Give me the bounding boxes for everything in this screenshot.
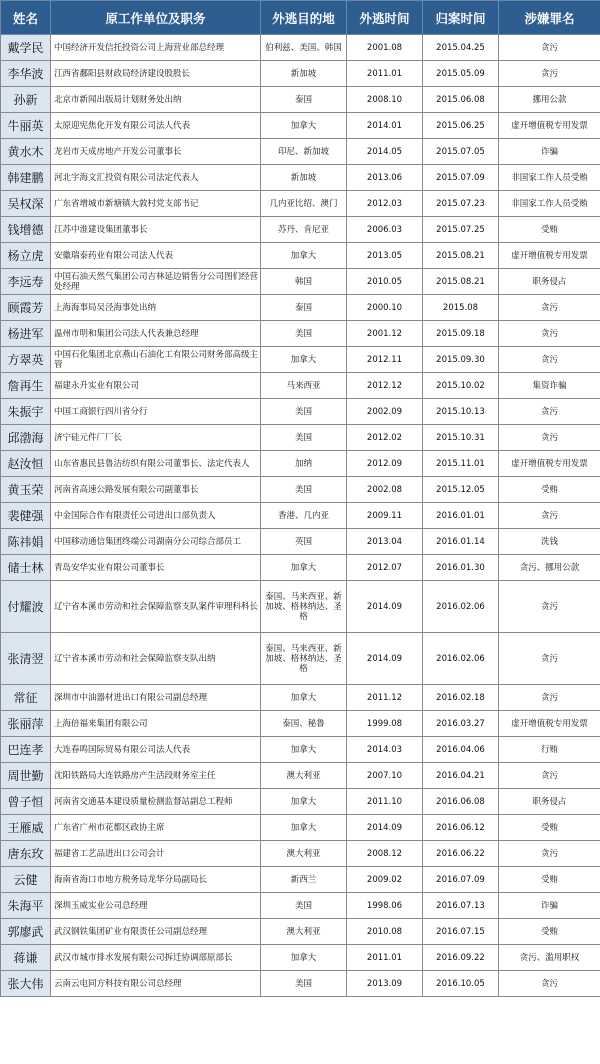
cell-name: 付耀波 [1, 581, 51, 633]
table-row [1, 87, 600, 113]
cell-destination: 印尼、新加坡 [261, 139, 347, 165]
cell-flee-time: 1998.06 [347, 893, 423, 919]
cell-unit: 上海倍福来集团有限公司 [51, 711, 261, 737]
cell-file-time: 2015.09.18 [423, 321, 499, 347]
cell-unit: 中国经济开发信托投资公司上海营业部总经理 [51, 35, 261, 61]
cell-flee-time: 2014.09 [347, 633, 423, 685]
cell-flee-time: 2011.12 [347, 685, 423, 711]
cell-name: 张丽萍 [1, 711, 51, 737]
cell-destination: 泰国、马来西亚、新加坡、格林纳达、圣格 [261, 581, 347, 633]
cell-destination: 澳大利亚 [261, 841, 347, 867]
cell-crime: 虚开增值税专用发票 [499, 711, 600, 737]
cell-unit: 武汉市城市排水发展有限公司拆迁协调部原部长 [51, 945, 261, 971]
cell-unit: 中国石化集团北京燕山石油化工有限公司财务部高级主管 [51, 347, 261, 373]
cell-file-time: 2016.06.22 [423, 841, 499, 867]
cell-name: 牛丽英 [1, 113, 51, 139]
cell-crime: 贪污 [499, 61, 600, 87]
header-destination: 外逃目的地 [261, 1, 347, 35]
cell-crime: 贪污 [499, 633, 600, 685]
cell-file-time: 2015.08.21 [423, 269, 499, 295]
cell-destination: 英国 [261, 529, 347, 555]
table-row [1, 867, 600, 893]
cell-file-time: 2016.01.14 [423, 529, 499, 555]
cell-destination: 几内亚比绍、澳门 [261, 191, 347, 217]
cell-unit: 中国移动通信集团终端公司湖南分公司综合部员工 [51, 529, 261, 555]
cell-flee-time: 2013.05 [347, 243, 423, 269]
table-row [1, 633, 600, 685]
cell-file-time: 2016.02.06 [423, 581, 499, 633]
cell-unit: 福建省工艺品进出口公司会计 [51, 841, 261, 867]
cell-crime: 诈骗 [499, 139, 600, 165]
cell-unit: 龙岩市天成房地产开发公司董事长 [51, 139, 261, 165]
cell-crime: 虚开增值税专用发票 [499, 451, 600, 477]
cell-file-time: 2015.05.09 [423, 61, 499, 87]
table-row [1, 945, 600, 971]
cell-unit: 辽宁省本溪市劳动和社会保障监察支队案件审理科科长 [51, 581, 261, 633]
cell-file-time: 2015.08 [423, 295, 499, 321]
cell-unit: 沈阳铁路局大连铁路房产生活段财务室主任 [51, 763, 261, 789]
cell-unit: 海南省海口市地方税务局龙华分局副局长 [51, 867, 261, 893]
cell-crime: 受贿 [499, 217, 600, 243]
cell-flee-time: 2012.09 [347, 451, 423, 477]
cell-name: 黄玉荣 [1, 477, 51, 503]
cell-flee-time: 2013.04 [347, 529, 423, 555]
cell-name: 黄水木 [1, 139, 51, 165]
table-row [1, 815, 600, 841]
cell-destination: 澳大利亚 [261, 919, 347, 945]
cell-name: 赵汝恒 [1, 451, 51, 477]
cell-file-time: 2015.10.13 [423, 399, 499, 425]
table-row [1, 347, 600, 373]
cell-destination: 马来西亚 [261, 373, 347, 399]
cell-unit: 河南省交通基本建设质量检测监督站副总工程师 [51, 789, 261, 815]
cell-crime: 贪污、挪用公款 [499, 555, 600, 581]
table-row [1, 113, 600, 139]
header-crime: 涉嫌罪名 [499, 1, 600, 35]
cell-flee-time: 2001.12 [347, 321, 423, 347]
table-row [1, 295, 600, 321]
cell-destination: 泰国、马来西亚、新加坡、格林纳达、圣格 [261, 633, 347, 685]
cell-name: 曾子恒 [1, 789, 51, 815]
cell-destination: 新加坡 [261, 61, 347, 87]
cell-name: 朱振宇 [1, 399, 51, 425]
cell-crime: 虚开增值税专用发票 [499, 243, 600, 269]
cell-flee-time: 2012.02 [347, 425, 423, 451]
cell-crime: 职务侵占 [499, 789, 600, 815]
cell-crime: 洗钱 [499, 529, 600, 555]
cell-file-time: 2016.10.05 [423, 971, 499, 997]
cell-crime: 贪污 [499, 321, 600, 347]
cell-destination: 加拿大 [261, 347, 347, 373]
header-name: 姓名 [1, 1, 51, 35]
cell-unit: 中国石油天然气集团公司吉林延边销售分公司图们经营处经理 [51, 269, 261, 295]
cell-name: 郭廖武 [1, 919, 51, 945]
cell-flee-time: 2013.06 [347, 165, 423, 191]
cell-flee-time: 2009.11 [347, 503, 423, 529]
table-row [1, 451, 600, 477]
cell-unit: 山东省惠民县鲁洁纺织有限公司董事长、法定代表人 [51, 451, 261, 477]
cell-flee-time: 2014.03 [347, 737, 423, 763]
cell-flee-time: 2000.10 [347, 295, 423, 321]
cell-unit: 云南云电同方科技有限公司总经理 [51, 971, 261, 997]
cell-file-time: 2015.04.25 [423, 35, 499, 61]
cell-name: 张清翌 [1, 633, 51, 685]
cell-unit: 江西省鄱阳县财政局经济建设股股长 [51, 61, 261, 87]
cell-unit: 北京市新闻出版局计划财务处出纳 [51, 87, 261, 113]
cell-unit: 广东省广州市花都区政协主席 [51, 815, 261, 841]
cell-file-time: 2015.06.08 [423, 87, 499, 113]
cell-flee-time: 2009.02 [347, 867, 423, 893]
cell-destination: 澳大利亚 [261, 763, 347, 789]
cell-unit: 安徽瑞泰药业有限公司法人代表 [51, 243, 261, 269]
cell-unit: 深圳市中油器材进出口有限公司副总经理 [51, 685, 261, 711]
cell-destination: 加拿大 [261, 243, 347, 269]
table-row [1, 425, 600, 451]
cell-crime: 诈骗 [499, 893, 600, 919]
cell-unit: 河北宇海文汇投资有限公司法定代表人 [51, 165, 261, 191]
cell-flee-time: 2012.11 [347, 347, 423, 373]
table-row [1, 685, 600, 711]
cell-flee-time: 2002.09 [347, 399, 423, 425]
cell-file-time: 2016.01.01 [423, 503, 499, 529]
cell-flee-time: 2014.09 [347, 581, 423, 633]
cell-destination: 加拿大 [261, 789, 347, 815]
cell-unit: 济宁硅元件厂厂长 [51, 425, 261, 451]
cell-destination: 美国 [261, 321, 347, 347]
cell-name: 周世勤 [1, 763, 51, 789]
cell-name: 裴健强 [1, 503, 51, 529]
cell-crime: 虚开增值税专用发票 [499, 113, 600, 139]
table-row [1, 789, 600, 815]
cell-file-time: 2015.11.01 [423, 451, 499, 477]
cell-flee-time: 2013.09 [347, 971, 423, 997]
cell-crime: 受贿 [499, 919, 600, 945]
cell-flee-time: 2010.05 [347, 269, 423, 295]
cell-unit: 中国工商银行四川省分行 [51, 399, 261, 425]
header-row [1, 1, 600, 35]
table-row [1, 893, 600, 919]
cell-name: 张大伟 [1, 971, 51, 997]
cell-flee-time: 2008.12 [347, 841, 423, 867]
cell-file-time: 2015.06.25 [423, 113, 499, 139]
cell-crime: 贪污 [499, 841, 600, 867]
cell-destination: 伯利兹、美国、韩国 [261, 35, 347, 61]
cell-name: 邱渤海 [1, 425, 51, 451]
cell-name: 方翠英 [1, 347, 51, 373]
cell-destination: 香港、几内亚 [261, 503, 347, 529]
cell-unit: 江苏中淮建设集团董事长 [51, 217, 261, 243]
table-row [1, 165, 600, 191]
cell-destination: 新加坡 [261, 165, 347, 191]
table-row [1, 555, 600, 581]
cell-unit: 青岛安华实业有限公司董事长 [51, 555, 261, 581]
cell-crime: 受贿 [499, 867, 600, 893]
cell-destination: 美国 [261, 893, 347, 919]
table-row [1, 763, 600, 789]
cell-file-time: 2015.09.30 [423, 347, 499, 373]
cell-crime: 贪污 [499, 685, 600, 711]
cell-flee-time: 2014.09 [347, 815, 423, 841]
cell-file-time: 2016.02.18 [423, 685, 499, 711]
cell-name: 杨立虎 [1, 243, 51, 269]
cell-flee-time: 2011.01 [347, 945, 423, 971]
cell-file-time: 2016.03.27 [423, 711, 499, 737]
cell-destination: 美国 [261, 477, 347, 503]
cell-name: 王雁威 [1, 815, 51, 841]
cell-destination: 泰国 [261, 87, 347, 113]
table-row [1, 217, 600, 243]
cell-unit: 中金国际合作有限责任公司进出口部负责人 [51, 503, 261, 529]
cell-destination: 韩国 [261, 269, 347, 295]
cell-flee-time: 2014.01 [347, 113, 423, 139]
table-row [1, 919, 600, 945]
cell-file-time: 2016.01.30 [423, 555, 499, 581]
header-flee-time: 外逃时间 [347, 1, 423, 35]
cell-flee-time: 2011.10 [347, 789, 423, 815]
cell-name: 巴连孝 [1, 737, 51, 763]
cell-crime: 贪污 [499, 763, 600, 789]
cell-crime: 受贿 [499, 815, 600, 841]
cell-name: 朱海平 [1, 893, 51, 919]
table-row [1, 191, 600, 217]
cell-name: 吴权深 [1, 191, 51, 217]
cell-destination: 加拿大 [261, 815, 347, 841]
cell-destination: 加拿大 [261, 685, 347, 711]
cell-destination: 加纳 [261, 451, 347, 477]
cell-destination: 美国 [261, 425, 347, 451]
cell-destination: 泰国 [261, 295, 347, 321]
cell-unit: 广东省增城市新塘镇大敦村党支部书记 [51, 191, 261, 217]
table-row [1, 581, 600, 633]
cell-flee-time: 2007.10 [347, 763, 423, 789]
cell-name: 陈祎娟 [1, 529, 51, 555]
cell-name: 常征 [1, 685, 51, 711]
cell-name: 戴学民 [1, 35, 51, 61]
cell-destination: 加拿大 [261, 737, 347, 763]
cell-flee-time: 2014.05 [347, 139, 423, 165]
cell-crime: 贪污、滥用职权 [499, 945, 600, 971]
cell-destination: 美国 [261, 971, 347, 997]
cell-name: 蒋谦 [1, 945, 51, 971]
cell-file-time: 2016.06.12 [423, 815, 499, 841]
header-unit: 原工作单位及职务 [51, 1, 261, 35]
cell-crime: 职务侵占 [499, 269, 600, 295]
cell-file-time: 2016.07.15 [423, 919, 499, 945]
cell-flee-time: 2006.03 [347, 217, 423, 243]
cell-crime: 贪污 [499, 425, 600, 451]
cell-file-time: 2016.04.21 [423, 763, 499, 789]
cell-flee-time: 2010.08 [347, 919, 423, 945]
table-row [1, 61, 600, 87]
cell-flee-time: 1999.08 [347, 711, 423, 737]
table-row [1, 35, 600, 61]
cell-name: 唐东玫 [1, 841, 51, 867]
cell-crime: 集资诈骗 [499, 373, 600, 399]
header-file-time: 归案时间 [423, 1, 499, 35]
table-row [1, 971, 600, 997]
cell-destination: 加拿大 [261, 945, 347, 971]
table-row [1, 243, 600, 269]
cell-flee-time: 2012.12 [347, 373, 423, 399]
cell-destination: 加拿大 [261, 555, 347, 581]
cell-crime: 贪污 [499, 581, 600, 633]
cell-file-time: 2015.07.09 [423, 165, 499, 191]
cell-name: 云健 [1, 867, 51, 893]
cell-flee-time: 2011.01 [347, 61, 423, 87]
table-body [1, 35, 600, 997]
cell-destination: 新西兰 [261, 867, 347, 893]
table-row [1, 529, 600, 555]
cell-file-time: 2015.10.02 [423, 373, 499, 399]
cell-name: 李远寿 [1, 269, 51, 295]
cell-destination: 苏丹、肯尼亚 [261, 217, 347, 243]
cell-file-time: 2016.09.22 [423, 945, 499, 971]
cell-unit: 福建永升实业有限公司 [51, 373, 261, 399]
table-row [1, 269, 600, 295]
cell-file-time: 2016.07.09 [423, 867, 499, 893]
cell-crime: 贪污 [499, 35, 600, 61]
table-row [1, 399, 600, 425]
cell-crime: 贪污 [499, 295, 600, 321]
cell-unit: 太原迎宪焦化开发有限公司法人代表 [51, 113, 261, 139]
cell-name: 李华波 [1, 61, 51, 87]
cell-file-time: 2016.06.08 [423, 789, 499, 815]
cell-crime: 贪污 [499, 399, 600, 425]
cell-unit: 河南省高速公路发展有限公司副董事长 [51, 477, 261, 503]
table-row [1, 477, 600, 503]
cell-name: 储士林 [1, 555, 51, 581]
cell-flee-time: 2001.08 [347, 35, 423, 61]
table-row [1, 737, 600, 763]
cell-unit: 大连春鸣国际贸易有限公司法人代表 [51, 737, 261, 763]
table-row [1, 711, 600, 737]
table-row [1, 139, 600, 165]
cell-file-time: 2015.07.05 [423, 139, 499, 165]
cell-flee-time: 2012.03 [347, 191, 423, 217]
cell-crime: 行贿 [499, 737, 600, 763]
cell-name: 詹再生 [1, 373, 51, 399]
cell-crime: 受贿 [499, 477, 600, 503]
cell-name: 杨进军 [1, 321, 51, 347]
cell-destination: 加拿大 [261, 113, 347, 139]
cell-destination: 泰国、秘鲁 [261, 711, 347, 737]
cell-destination: 美国 [261, 399, 347, 425]
cell-flee-time: 2012.07 [347, 555, 423, 581]
cell-crime: 贪污 [499, 347, 600, 373]
table-row [1, 503, 600, 529]
cell-name: 顾霞芳 [1, 295, 51, 321]
cell-unit: 上海海事局吴泾海事处出纳 [51, 295, 261, 321]
table-row [1, 373, 600, 399]
cell-crime: 非国家工作人员受贿 [499, 165, 600, 191]
cell-unit: 温州市明和集团公司法人代表兼总经理 [51, 321, 261, 347]
cell-crime: 非国家工作人员受贿 [499, 191, 600, 217]
cell-name: 韩建鹏 [1, 165, 51, 191]
cell-crime: 挪用公款 [499, 87, 600, 113]
table-row [1, 321, 600, 347]
cell-unit: 深圳玉威实业公司总经理 [51, 893, 261, 919]
cell-file-time: 2016.02.06 [423, 633, 499, 685]
table-row [1, 841, 600, 867]
cell-file-time: 2016.04.06 [423, 737, 499, 763]
cell-file-time: 2015.12.05 [423, 477, 499, 503]
cell-name: 孙新 [1, 87, 51, 113]
cell-name: 钱增德 [1, 217, 51, 243]
cell-file-time: 2015.10.31 [423, 425, 499, 451]
cell-crime: 贪污 [499, 503, 600, 529]
cell-file-time: 2015.07.25 [423, 217, 499, 243]
cell-file-time: 2016.07.13 [423, 893, 499, 919]
cell-file-time: 2015.08.21 [423, 243, 499, 269]
cell-unit: 辽宁省本溪市劳动和社会保障监察支队出纳 [51, 633, 261, 685]
cell-flee-time: 2008.10 [347, 87, 423, 113]
cell-file-time: 2015.07.23 [423, 191, 499, 217]
cell-unit: 武汉钢铁集团矿业有限责任公司副总经理 [51, 919, 261, 945]
cell-flee-time: 2002.08 [347, 477, 423, 503]
cell-crime: 贪污 [499, 971, 600, 997]
